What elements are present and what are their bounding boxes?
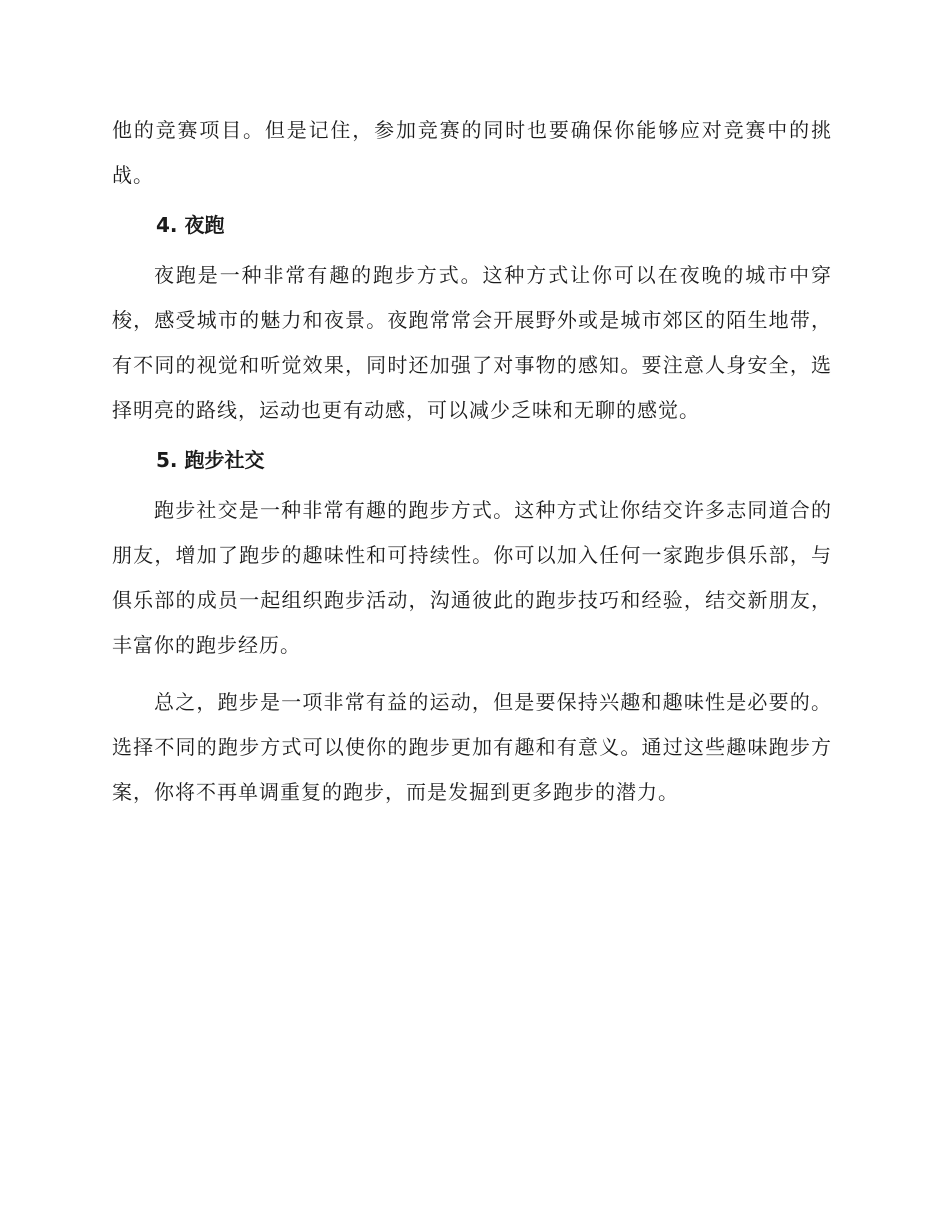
section-heading-running-social: 5. 跑步社交: [156, 448, 265, 472]
section-paragraph-running-social: 跑步社交是一种非常有趣的跑步方式。这种方式让你结交许多志同道合的朋友，增加了跑步的趣味性和可持续性。你可以加入任何一家跑步俱乐部，与俱乐部的成员一起组织跑步活动，沟通彼此的跑步技巧和经验，结交新朋友，丰富你的跑步经历。: [112, 498, 832, 657]
document-body: [112, 108, 832, 815]
section-heading-night-run: 4. 夜跑: [156, 213, 225, 237]
continuation-paragraph: 他的竞赛项目。但是记住，参加竞赛的同时也要确保你能够应对竞赛中的挑战。: [112, 118, 832, 187]
conclusion-paragraph: 总之，跑步是一项非常有益的运动，但是要保持兴趣和趣味性是必要的。选择不同的跑步方式可以使你的跑步更加有趣和有意义。通过这些趣味跑步方案，你将不再单调重复的跑步，而是发掘到更多跑步的潜力。: [112, 690, 832, 804]
section-paragraph-night-run: 夜跑是一种非常有趣的跑步方式。这种方式让你可以在夜晚的城市中穿梭，感受城市的魅力和夜景。夜跑常常会开展野外或是城市郊区的陌生地带，有不同的视觉和听觉效果，同时还加强了对事物的感知。要注意人身安全，选择明亮的路线，运动也更有动感，可以减少乏味和无聊的感觉。: [112, 263, 832, 422]
